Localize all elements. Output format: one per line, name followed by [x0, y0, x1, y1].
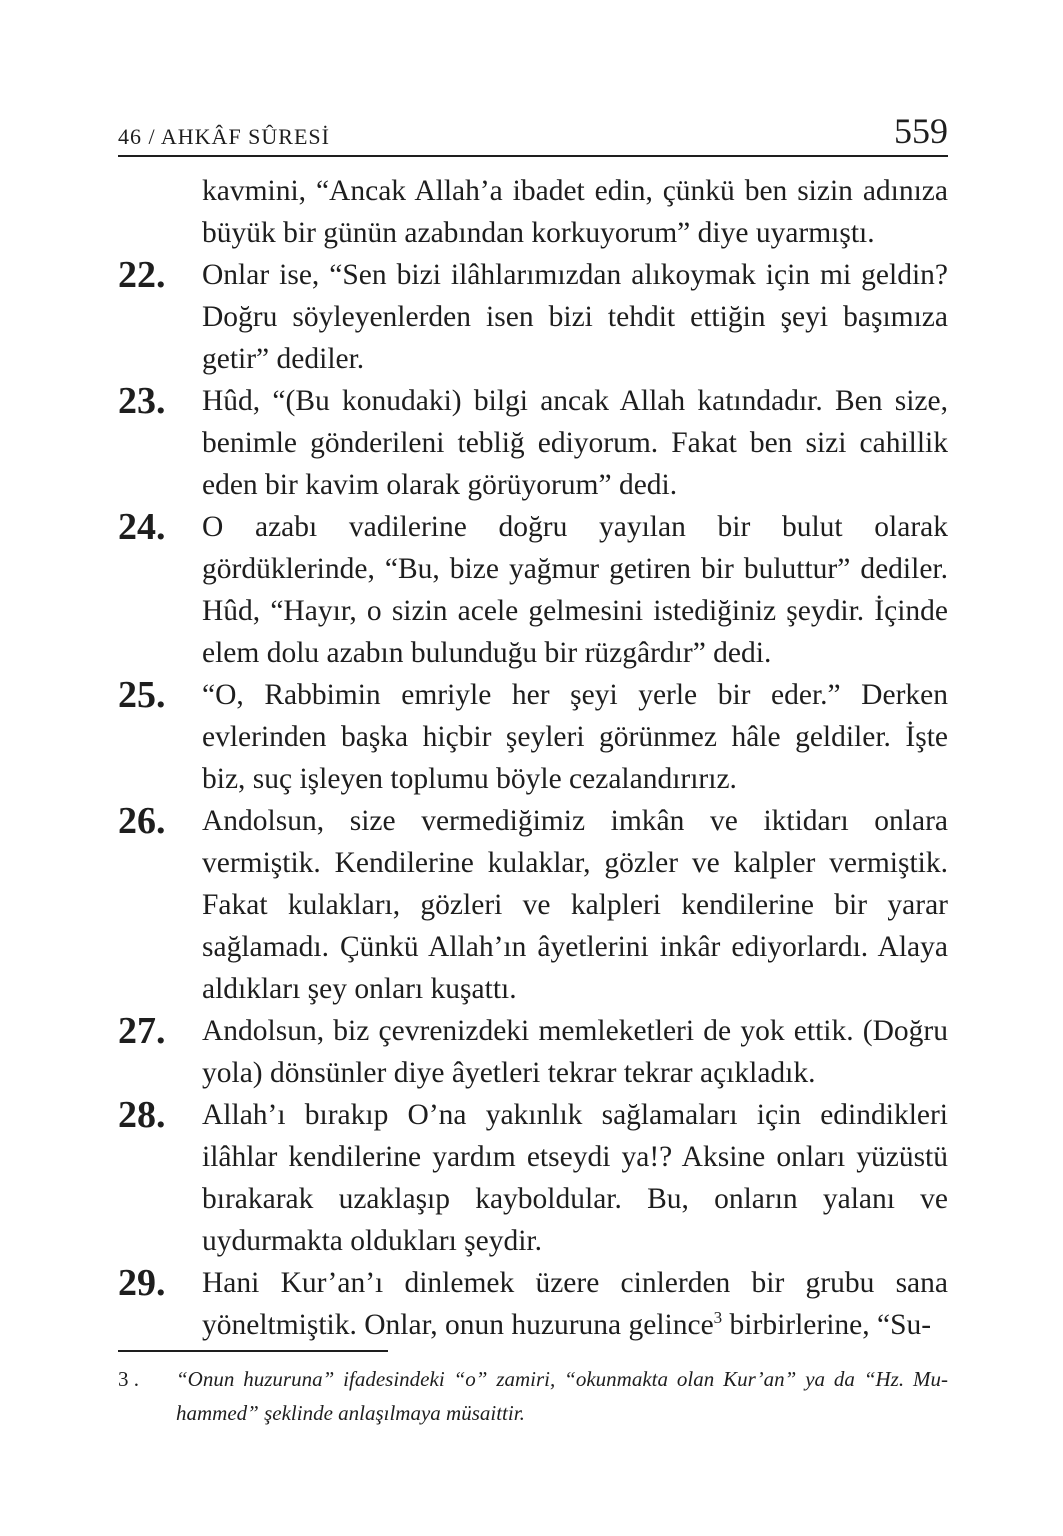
verse-24	[118, 506, 948, 674]
verse-number: 23.	[118, 380, 166, 422]
footnote	[118, 1362, 948, 1430]
verse-text-part: birbirlerine, “Su-	[722, 1309, 932, 1341]
verse-number: 25.	[118, 674, 166, 716]
verse-text: Onlar ise, “Sen bizi ilâhlarımızdan alıkoymak için mi geldin? Doğru söyleyenlerden isen bizi tehdit ettiğin şeyi başımıza getir” dediler.	[202, 259, 948, 375]
verse-number: 26.	[118, 800, 166, 842]
footnote-reference: 3	[713, 1308, 723, 1328]
footnote-text: “Onun huzuruna” ifadesindeki “o” zamiri, “okunmakta olan Kur’an” ya da “Hz. Muhammed” şeklinde anlaşılmaya müsaittir.	[176, 1367, 948, 1425]
verse-29	[118, 1262, 948, 1346]
verse-number: 24.	[118, 506, 166, 548]
verse-number: 27.	[118, 1010, 166, 1052]
verse-25	[118, 674, 948, 800]
verse-text-part: Hani Kur’an’ı dinlemek üzere cinlerden bir grubu sana yöneltmiştik. Onlar, onun huzuruna gelince	[202, 1267, 948, 1341]
verse-number: 22.	[118, 254, 166, 296]
book-page	[118, 0, 948, 1536]
verse-text	[202, 1267, 948, 1341]
verse-list	[118, 170, 948, 1346]
verse-continuation	[118, 170, 948, 254]
verse-text: Andolsun, biz çevrenizdeki memleketleri de yok ettik. (Doğru yola) dönsünler diye âyetleri tekrar tekrar açıkladık.	[202, 1015, 948, 1089]
page-number: 559	[894, 111, 948, 151]
verse-22	[118, 254, 948, 380]
verse-23	[118, 380, 948, 506]
footnote-marker: 3 .	[118, 1367, 139, 1391]
verse-text: “O, Rabbimin emriyle her şeyi yerle bir eder.” Derken evlerinden başka hiçbir şeyleri görünmez hâle geldiler. İşte biz, suç işleyen toplumu böyle cezalandırırız.	[202, 679, 948, 795]
verse-text: Andolsun, size vermediğimiz imkân ve iktidarı onlara vermiştik. Kendilerine kulaklar, gözler ve kalpler vermiştik. Fakat kulakları, gözleri ve kalpleri kendilerine bir yarar sağlamadı. Çünkü Allah’ın âyetlerini inkâr ediyorlardı. Alaya aldıkları şey onları kuşattı.	[202, 805, 948, 1005]
footnote-rule	[118, 1350, 388, 1352]
header-rule	[118, 155, 948, 157]
verse-28	[118, 1094, 948, 1262]
verse-26	[118, 800, 948, 1010]
verse-27	[118, 1010, 948, 1094]
verse-text: O azabı vadilerine doğru yayılan bir bulut olarak gördüklerinde, “Bu, bize yağmur getiren bir buluttur” dediler. Hûd, “Hayır, o sizin acele gelmesini istediğiniz şeydir. İçinde elem dolu azabın bulunduğu bir rüzgârdır” dedi.	[202, 511, 948, 669]
page-header	[118, 112, 948, 156]
running-title: 46 / AHKÂF SÛRESİ	[118, 124, 330, 149]
verse-number: 28.	[118, 1094, 166, 1136]
verse-text: Allah’ı bırakıp O’na yakınlık sağlamaları için edindikleri ilâhlar kendilerine yardım etseydi ya!? Aksine onları yüzüstü bırakarak uzaklaşıp kayboldular. Bu, onların yalanı ve uydurmakta oldukları şeydir.	[202, 1099, 948, 1257]
verse-text: Hûd, “(Bu konudaki) bilgi ancak Allah katındadır. Ben size, benimle gönderileni tebliğ ediyorum. Fakat ben sizi cahillik eden bir kavim olarak görüyorum” dedi.	[202, 385, 948, 501]
verse-text: kavmini, “Ancak Allah’a ibadet edin, çünkü ben sizin adınıza büyük bir günün azabından korkuyorum” diye uyarmıştı.	[202, 175, 948, 249]
verse-number: 29.	[118, 1262, 166, 1304]
